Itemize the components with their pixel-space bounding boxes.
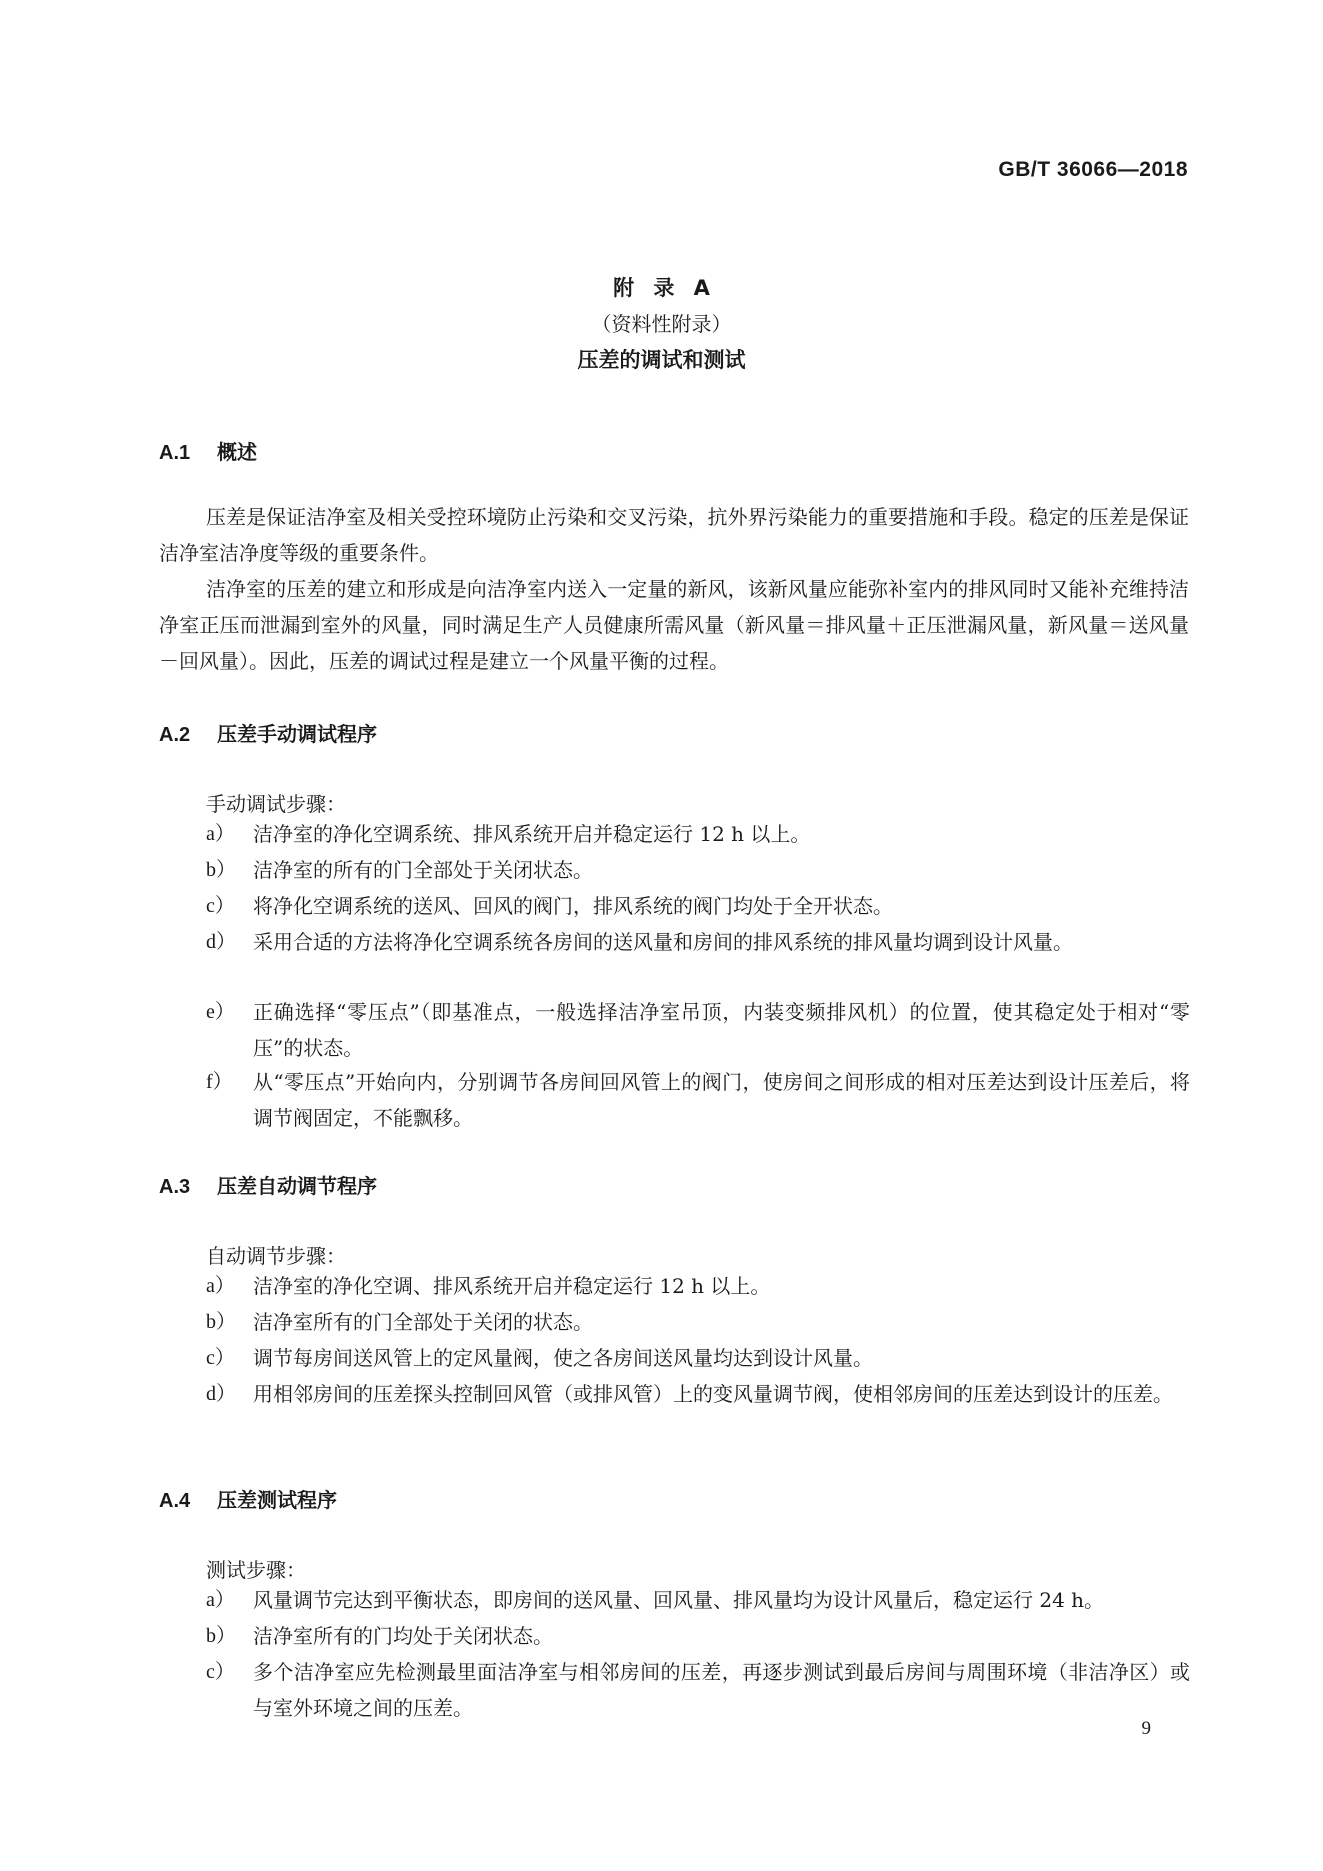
- list-item: [206, 888, 1190, 924]
- list-item: [206, 852, 1190, 888]
- list-marker: c）: [206, 1347, 235, 1369]
- section-number: A.3: [159, 1176, 191, 1198]
- section-heading-a3: [159, 1170, 377, 1199]
- paragraph: 洁净室的压差的建立和形成是向洁净室内送入一定量的新风，该新风量应能弥补室内的排风同时又能补充维持洁净室正压而泄漏到室外的风量，同时满足生产人员健康所需风量（新风量＝排风量＋正压泄漏风量，新风量＝送风量－回风量）。因此，压差的调试过程是建立一个风量平衡的过程。: [159, 577, 1189, 673]
- appendix-name: 压差的调试和测试: [577, 348, 746, 372]
- list-item: [206, 816, 1190, 852]
- list-text: 将净化空调系统的送风、回风的阀门，排风系统的阀门均处于全开状态。: [253, 894, 893, 918]
- section-title: 压差测试程序: [217, 1488, 337, 1512]
- list-marker: b）: [206, 1311, 236, 1333]
- list-item: [206, 1376, 1190, 1412]
- list-item: [206, 1654, 1190, 1726]
- list-item: [206, 994, 1190, 1066]
- steps-lead: 测试步骤：: [206, 1558, 306, 1582]
- list-marker: a）: [206, 1275, 235, 1297]
- page-number: 9: [1141, 1718, 1151, 1739]
- section-heading-a4: [159, 1484, 337, 1513]
- paragraph: 压差是保证洁净室及相关受控环境防止污染和交叉污染，抗外界污染能力的重要措施和手段。稳定的压差是保证洁净室洁净度等级的重要条件。: [159, 505, 1189, 565]
- list-text: 用相邻房间的压差探头控制回风管（或排风管）上的变风量调节阀，使相邻房间的压差达到设计的压差。: [253, 1382, 1173, 1406]
- list-text: 正确选择“零压点”（即基准点，一般选择洁净室吊顶，内装变频排风机）的位置，使其稳定处于相对“零压”的状态。: [253, 1000, 1190, 1060]
- list-marker: b）: [206, 859, 236, 881]
- list-text: 采用合适的方法将净化空调系统各房间的送风量和房间的排风系统的排风量均调到设计风量。: [253, 930, 1073, 954]
- list-marker: d）: [206, 1383, 236, 1405]
- list-text: 洁净室所有的门全部处于关闭的状态。: [253, 1310, 593, 1334]
- list-text: 从“零压点”开始向内，分别调节各房间回风管上的阀门，使房间之间形成的相对压差达到设计压差后，将调节阀固定，不能飘移。: [253, 1070, 1190, 1130]
- list-marker: f）: [206, 1071, 233, 1093]
- list-text: 风量调节完达到平衡状态，即房间的送风量、回风量、排风量均为设计风量后，稳定运行 24 h。: [253, 1588, 1105, 1612]
- section-heading-a1: [159, 436, 257, 465]
- list-text: 调节每房间送风管上的定风量阀，使之各房间送风量均达到设计风量。: [253, 1346, 873, 1370]
- steps-lead: 手动调试步骤：: [206, 792, 346, 816]
- list-marker: b）: [206, 1625, 236, 1647]
- list-item: [206, 1304, 1190, 1340]
- section-number: A.2: [159, 724, 191, 746]
- list-marker: c）: [206, 895, 235, 917]
- list-marker: a）: [206, 1589, 235, 1611]
- list-item: [206, 1064, 1190, 1136]
- list-item: [206, 1268, 1190, 1304]
- standard-code: GB/T 36066—2018: [998, 158, 1188, 181]
- list-item: [206, 1582, 1190, 1618]
- list-marker: c）: [206, 1661, 235, 1683]
- list-text: 洁净室的净化空调系统、排风系统开启并稳定运行 12 h 以上。: [253, 822, 811, 846]
- appendix-subtitle: （资料性附录）: [591, 312, 732, 336]
- list-marker: e）: [206, 1001, 235, 1023]
- section-title: 概述: [217, 440, 257, 464]
- section-title: 压差自动调节程序: [217, 1174, 377, 1198]
- list-item: [206, 1618, 1190, 1654]
- list-marker: a）: [206, 823, 235, 845]
- section-heading-a2: [159, 718, 377, 747]
- section-number: A.1: [159, 442, 191, 464]
- list-item: [206, 1340, 1190, 1376]
- list-text: 洁净室所有的门均处于关闭状态。: [253, 1624, 553, 1648]
- appendix-title: 附 录 A: [613, 276, 710, 300]
- list-item: [206, 924, 1190, 960]
- section-title: 压差手动调试程序: [217, 722, 377, 746]
- section-number: A.4: [159, 1490, 191, 1512]
- list-text: 洁净室的净化空调、排风系统开启并稳定运行 12 h 以上。: [253, 1274, 771, 1298]
- list-marker: d）: [206, 931, 236, 953]
- list-text: 多个洁净室应先检测最里面洁净室与相邻房间的压差，再逐步测试到最后房间与周围环境（非洁净区）或与室外环境之间的压差。: [253, 1660, 1190, 1720]
- list-text: 洁净室的所有的门全部处于关闭状态。: [253, 858, 593, 882]
- steps-lead: 自动调节步骤：: [206, 1244, 346, 1268]
